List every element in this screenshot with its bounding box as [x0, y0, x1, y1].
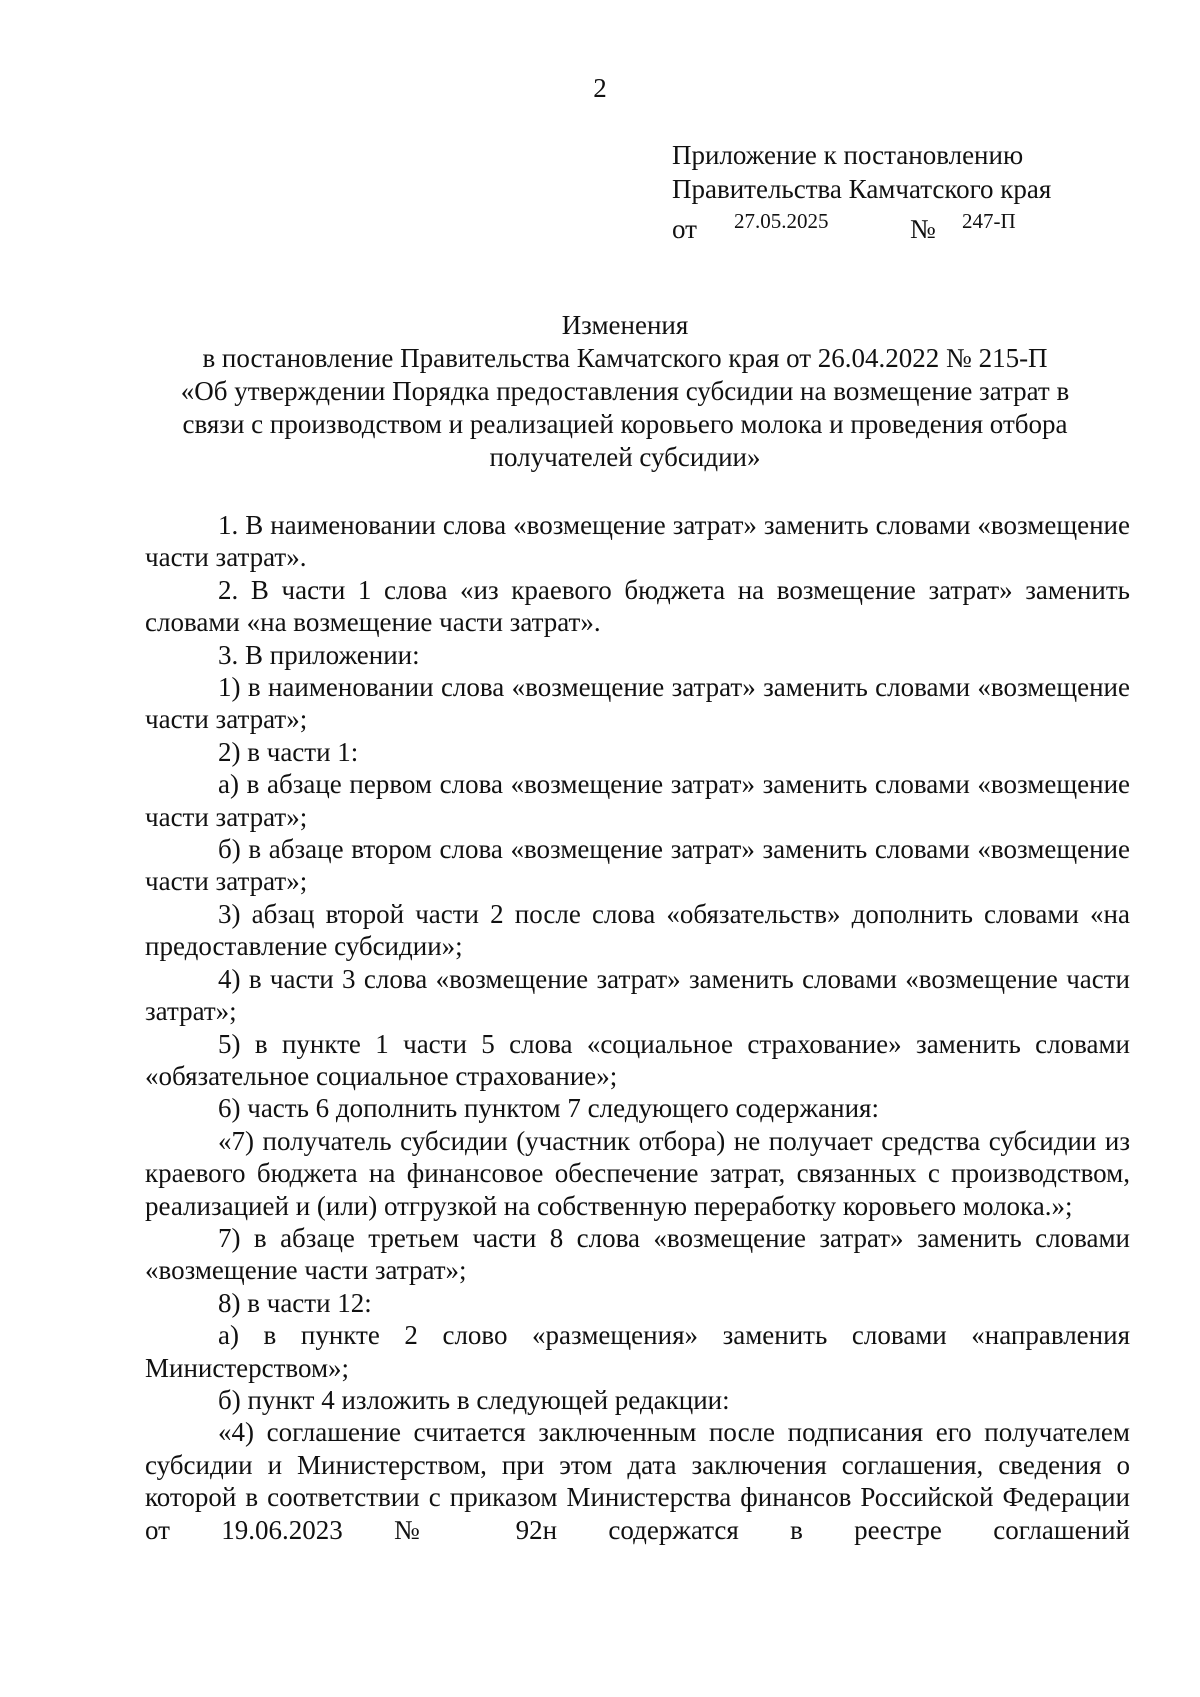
paragraph-3-3: 3) абзац второй части 2 после слова «обязательств» дополнить словами «на предоставление субсидии»; [145, 898, 1130, 962]
title-line-3: «Об утверждении Порядка предоставления субсидии на возмещение затрат в [180, 376, 1070, 406]
paragraph-3-2: 2) в части 1: [218, 736, 359, 767]
title-heading: Изменения [561, 310, 689, 340]
paragraph-3: 3. В приложении: [218, 639, 420, 670]
paragraph-3-2-b: б) в абзаце втором слова «возмещение затрат» заменить словами «возмещение части затрат»; [145, 834, 1130, 897]
resolution-number: 247-П [962, 209, 1016, 233]
paragraph-3-1: 1) в наименовании слова «возмещение затрат» заменить словами «возмещение части затрат»; [145, 672, 1130, 735]
paragraph-1: 1. В наименовании слова «возмещение затрат» заменить словами «возмещение части затрат». [145, 510, 1130, 573]
title-line-4: связи с производством и реализацией коровьего молока и проведения отбора [182, 409, 1068, 439]
appendix-line-1: Приложение к постановлению [672, 140, 1024, 170]
paragraph-3-5: 5) в пункте 1 части 5 слова «социальное страхование» заменить словами «обязательное социальное страхование»; [145, 1028, 1130, 1091]
paragraph-3-2-a: а) в абзаце первом слова «возмещение затрат» заменить словами «возмещение части затрат»; [145, 769, 1130, 832]
page-number: 2 [593, 73, 607, 103]
paragraph-quote-4: «4) соглашение считается заключенным после подписания его получателем субсидии и Министерством, при этом дата заключения соглашения, сведения о которой в соответствии с приказом Министерства финансов Российской Федерации от 19.06.2023 № 92н содержатся в реестре соглашений [145, 1417, 1130, 1545]
document-title [120, 309, 1130, 474]
paragraph-3-8: 8) в части 12: [218, 1287, 372, 1318]
from-label: от [672, 214, 697, 244]
title-line-2: в постановление Правительства Камчатского края от 26.04.2022 № 215-П [202, 343, 1048, 373]
paragraph-3-6: 6) часть 6 дополнить пунктом 7 следующего содержания: [218, 1093, 879, 1124]
paragraph-3-7: 7) в абзаце третьем части 8 слова «возмещение затрат» заменить словами «возмещение части затрат»; [145, 1222, 1130, 1286]
paragraph-3-8-a: а) в пункте 2 слово «размещения» заменить словами «направления Министерством»; [145, 1320, 1130, 1383]
paragraph-2: 2. В части 1 слова «из краевого бюджета на возмещение затрат» заменить словами «на возмещение части затрат». [145, 574, 1130, 638]
number-label: № [910, 214, 936, 244]
appendix-line-2: Правительства Камчатского края [672, 174, 1052, 204]
title-line-5: получателей субсидии» [489, 442, 761, 472]
appendix-block [672, 138, 1052, 244]
paragraph-3-8-b: б) пункт 4 изложить в следующей редакции: [218, 1384, 730, 1415]
resolution-date: 27.05.2025 [734, 209, 829, 233]
paragraph-3-4: 4) в части 3 слова «возмещение затрат» заменить словами «возмещение части затрат»; [145, 963, 1130, 1027]
document-body [145, 509, 1130, 1546]
appendix-meta-line [672, 206, 1051, 244]
paragraph-quote-7: «7) получатель субсидии (участник отбора) не получает средства субсидии из краевого бюджета на финансовое обеспечение затрат, связанных с производством, реализацией и (или) отгрузкой на собственную переработку коровьего молока.»; [145, 1125, 1130, 1221]
